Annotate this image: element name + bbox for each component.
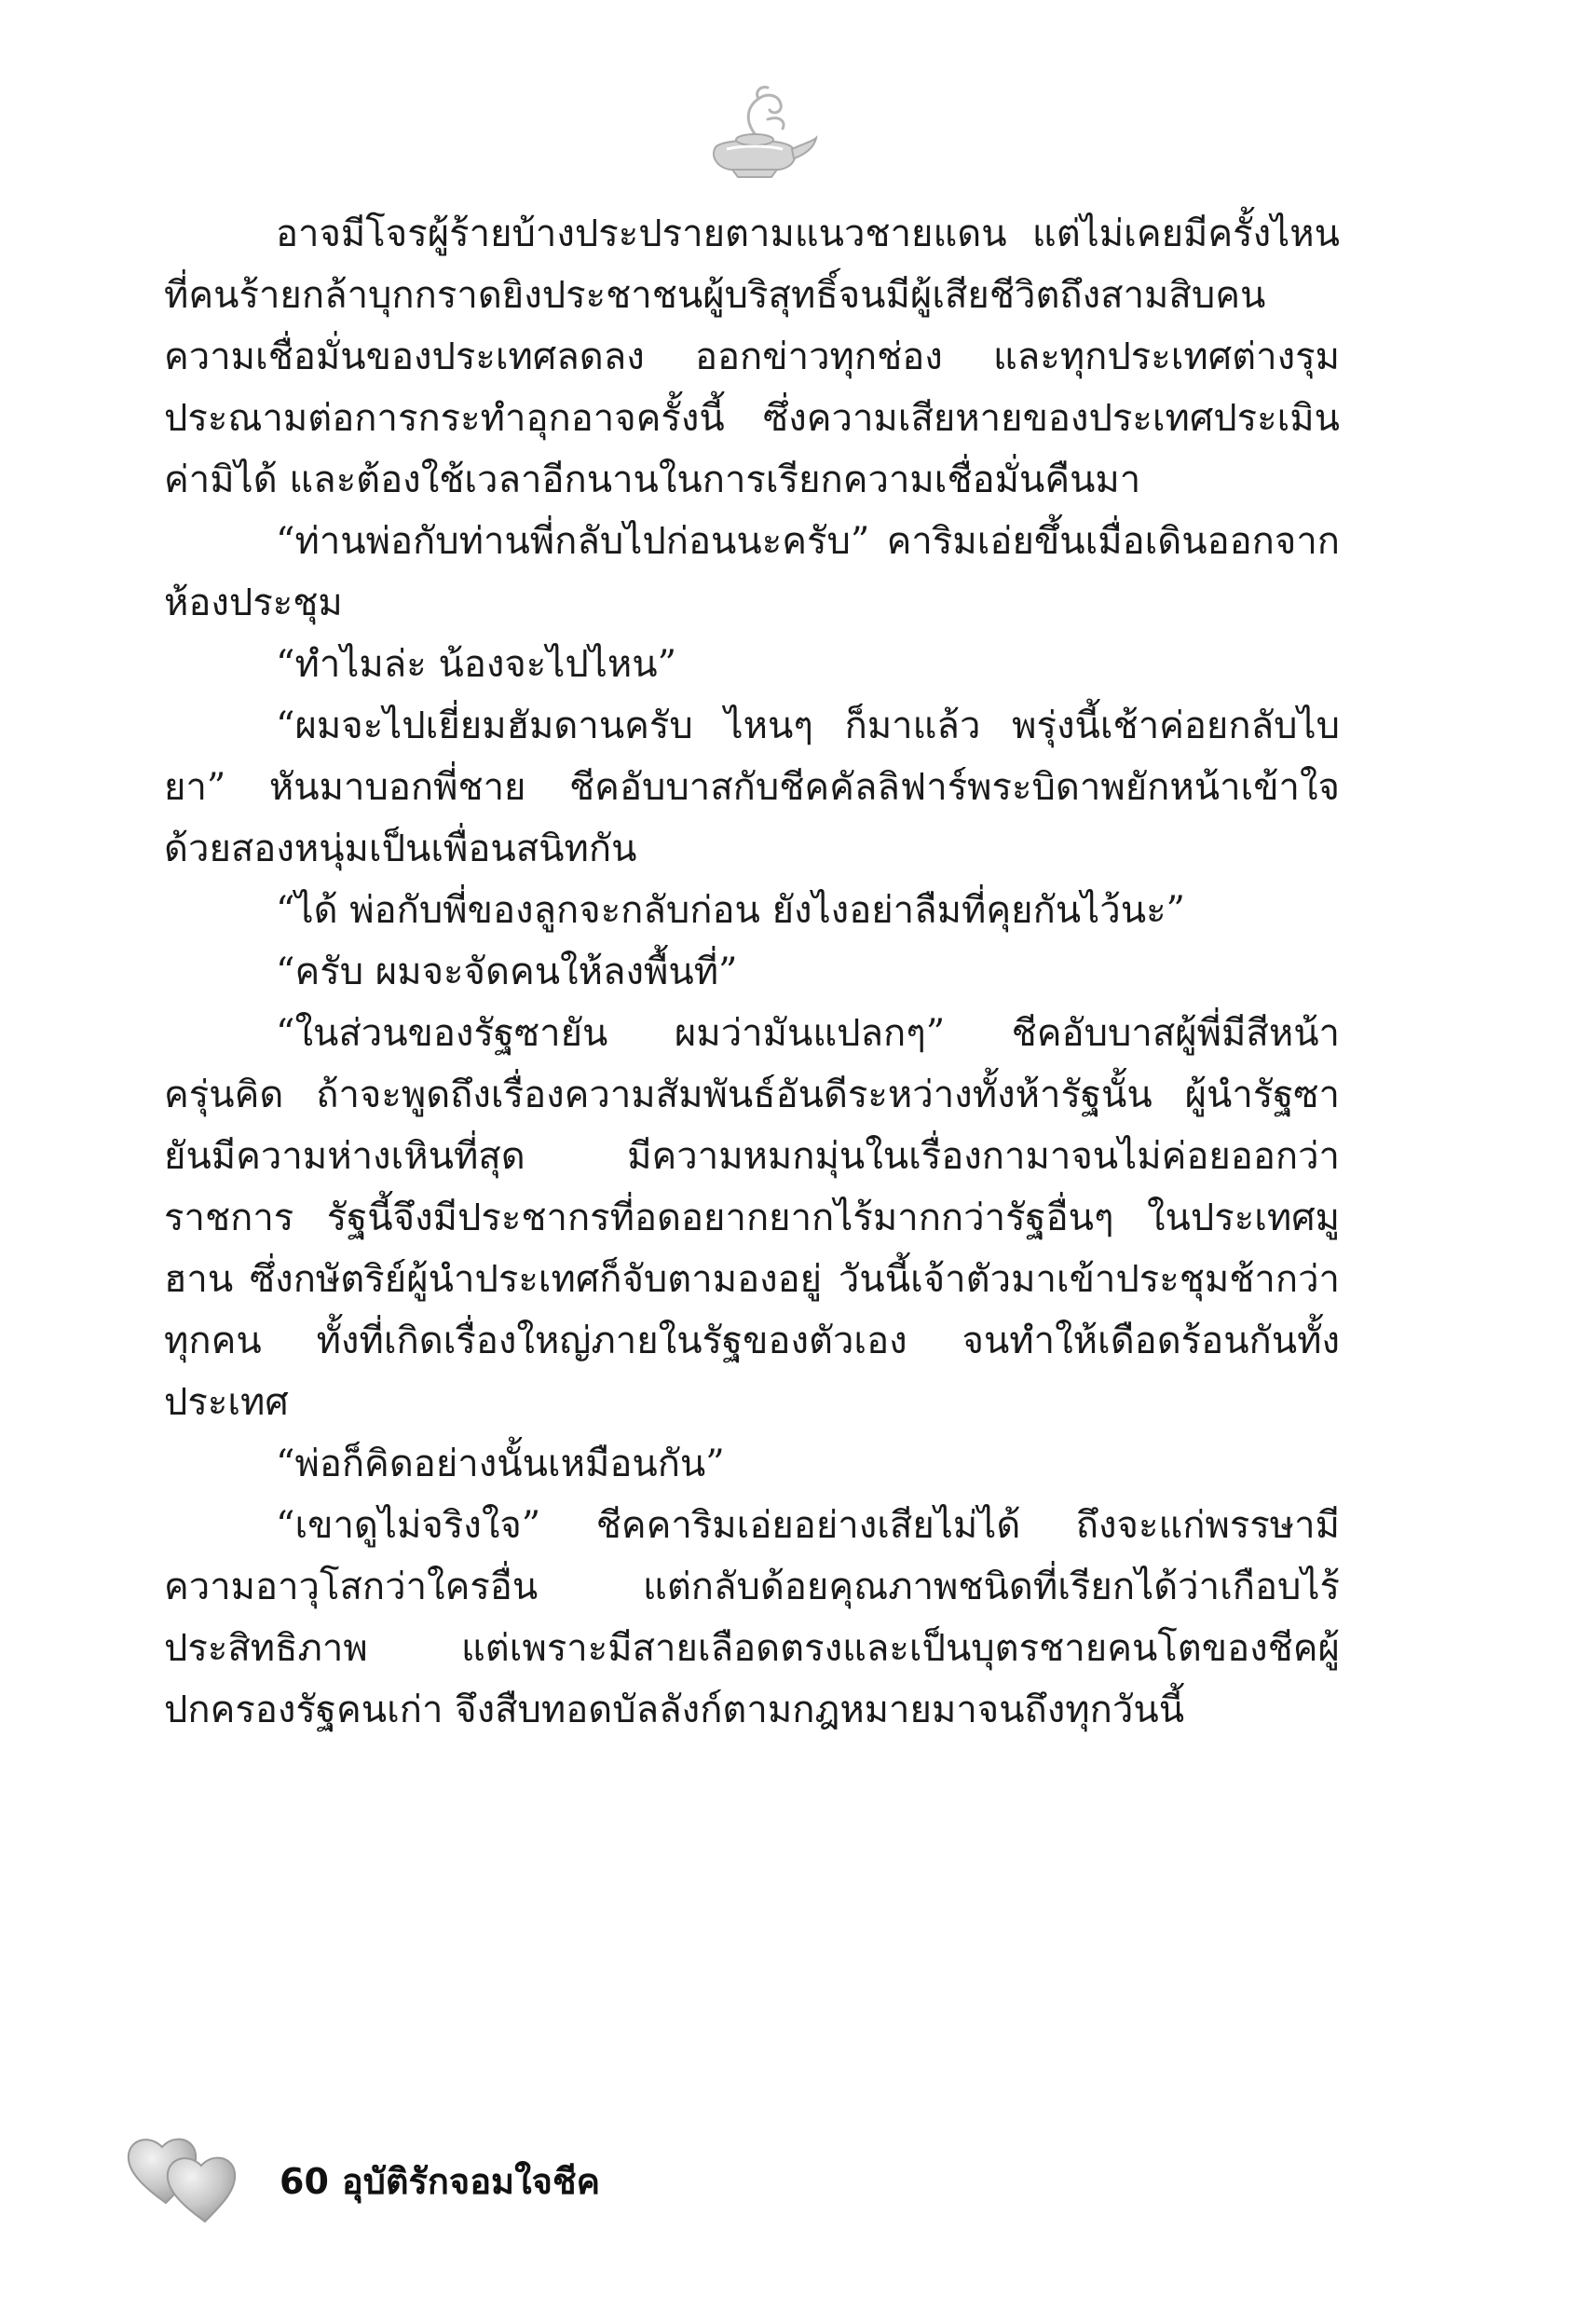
- paragraph: “ทำไมล่ะ น้องจะไปไหน”: [276, 643, 677, 686]
- paragraph: “พ่อก็คิดอย่างนั้นเหมือนกัน”: [276, 1443, 725, 1485]
- page-number: 60: [280, 2161, 329, 2202]
- paragraph: อาจมีโจรผู้ร้ายบ้างประปรายตามแนวชายแดน แต่ไม่เคยมีครั้งไหนที่คนร้ายกล้าบุกกราดยิงประชาชนผู้บริสุทธิ์จนมีผู้เสียชีวิตถึงสามสิบคน ความเชื่อมั่นของประเทศลดลง ออกข่าวทุกช่อง และทุกประเทศต่างรุมประณามต่อการกระทำอุกอาจครั้งนี้ ซึ่งความเสียหายของประเทศประเมินค่ามิได้ และต้องใช้เวลาอีกนานในการเรียกความเชื่อมั่นคืนมา: [164, 212, 1340, 501]
- paragraph: “ครับ ผมจะจัดคนให้ลงพื้นที่”: [276, 950, 738, 993]
- paragraph: “ได้ พ่อกับพี่ของลูกจะกลับก่อน ยังไงอย่าลืมที่คุยกันไว้นะ”: [276, 889, 1185, 932]
- body-text: [164, 203, 1340, 2085]
- genie-lamp-icon: [689, 82, 820, 185]
- hearts-icon: [121, 2125, 252, 2227]
- paragraph: “ในส่วนของรัฐซายัน ผมว่ามันแปลกๆ” ชีคอับบาสผู้พี่มีสีหน้าครุ่นคิด ถ้าจะพูดถึงเรื่องความสัมพันธ์อันดีระหว่างทั้งห้ารัฐนั้น ผู้นำรัฐซายันมีความห่างเหินที่สุด มีความหมกมุ่นในเรื่องกามาจนไม่ค่อยออกว่าราชการ รัฐนี้จึงมีประชากรที่อดอยากยากไร้มากกว่ารัฐอื่นๆ ในประเทศมูฮาน ซึ่งกษัตริย์ผู้นำประเทศก็จับตามองอยู่ วันนี้เจ้าตัวมาเข้าประชุมช้ากว่าทุกคน ทั้งที่เกิดเรื่องใหญ่ภายในรัฐของตัวเอง จนทำให้เดือดร้อนกันทั้งประเทศ: [164, 1012, 1340, 1424]
- paragraph: “เขาดูไม่จริงใจ” ชีคคาริมเอ่ยอย่างเสียไม่ได้ ถึงจะแก่พรรษามีความอาวุโสกว่าใครอื่น แต่กลับด้อยคุณภาพชนิดที่เรียกได้ว่าเกือบไร้ประสิทธิภาพ แต่เพราะมีสายเลือดตรงและเป็นบุตรชายคนโตของชีคผู้ปกครองรัฐคนเก่า จึงสืบทอดบัลลังก์ตามกฎหมายมาจนถึงทุกวันนี้: [164, 1504, 1340, 1731]
- page-footer: [121, 2125, 773, 2236]
- book-title: อุบัติรักจอมใจชีค: [341, 2161, 601, 2202]
- paragraph: “ผมจะไปเยี่ยมฮัมดานครับ ไหนๆ ก็มาแล้ว พรุ่งนี้เช้าค่อยกลับไบยา” หันมาบอกพี่ชาย ชีคอับบาสกับชีคคัลลิฟาร์พระบิดาพยักหน้าเข้าใจ ด้วยสองหนุ่มเป็นเพื่อนสนิทกัน: [164, 704, 1340, 870]
- footer-text: [280, 2158, 600, 2205]
- paragraph: “ท่านพ่อกับท่านพี่กลับไปก่อนนะครับ” คาริมเอ่ยขึ้นเมื่อเดินออกจากห้องประชุม: [164, 520, 1340, 624]
